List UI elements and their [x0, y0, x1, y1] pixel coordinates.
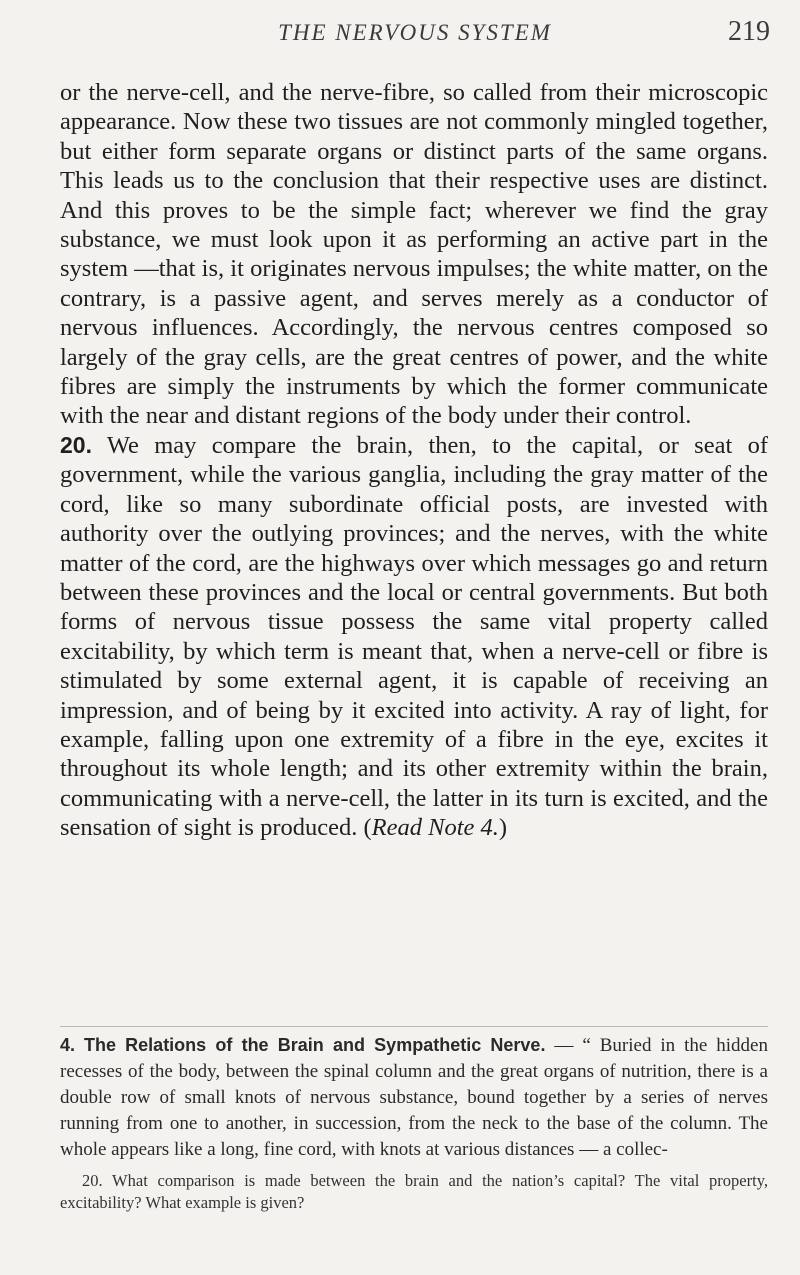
footnote-heading: The Relations of the Brain and Sympathetic Nerve. — [83, 1035, 546, 1055]
review-question-20: 20. What comparison is made between the brain and the nation’s capital? The vital property, excitability? What example is given? — [60, 1171, 768, 1212]
paragraph-20-text: We may compare the brain, then, to the capital, or seat of government, while the various ganglia, including the gray matter of the cord, like so many subordinate official posts, are invested with authority over the outlying provinces; and the nerves, with the white matter of the cord, are the highways over which messages go and return between these provinces and the local or central governments. But both forms of nervous tissue possess the same vital property called excitability, by which term is meant that, when a nerve-cell or fibre is stimulated by some external agent, it is capable of receiving an impression, and of being by it excited into activity. A ray of light, for example, falling upon one extremity of a fibre in the eye, excites it throughout its whole length; and its other extremity within the brain, communicating with a nerve-cell, the latter in its turn is excited, and the sensation of sight is produced. — [60, 431, 768, 842]
footnote-number: 4. — [60, 1035, 76, 1055]
running-head — [60, 14, 770, 54]
footnote-text: — “ Buried in the hidden recesses of the body, between the spinal column and the great organs of nutrition, there is a double row of small knots of nervous substance, bound together by a series of nerves running from one to another, in succession, from the neck to the base of the column. The whole appears like a long, fine cord, with knots at various distances — a collec- — [60, 1035, 768, 1160]
note-open-paren: ( — [363, 814, 372, 842]
body-text — [60, 78, 768, 843]
review-questions — [60, 1170, 768, 1214]
footnote — [60, 1032, 768, 1163]
footnote-paragraph — [60, 1032, 768, 1163]
footnote-divider — [60, 1026, 768, 1027]
page-number: 219 — [728, 16, 770, 47]
running-head-title: THE NERVOUS SYSTEM — [278, 20, 552, 45]
note-close-paren: ) — [498, 814, 508, 842]
paragraph-20 — [60, 431, 768, 843]
note-reference: Read Note 4. — [371, 814, 499, 842]
paragraph-continued: or the nerve-cell, and the nerve-fibre, so called from their microscopic appearance. Now these two tissues are not commonly mingled together, but either form separate organs or distinct parts of the same organs. This leads us to the conclusion that their respective uses are distinct. And this proves to be the simple fact; wherever we find the gray substance, we must look upon it as performing an active part in the system —that is, it originates nervous impulses; the white matter, on the contrary, is a passive agent, and serves merely as a conductor of nervous influences. Accordingly, the nervous centres composed so largely of the gray cells, are the great centres of power, and the white fibres are simply the instruments by which the former communicate with the near and distant regions of the body under their control. — [60, 79, 768, 430]
paragraph-number: 20. — [60, 431, 92, 458]
